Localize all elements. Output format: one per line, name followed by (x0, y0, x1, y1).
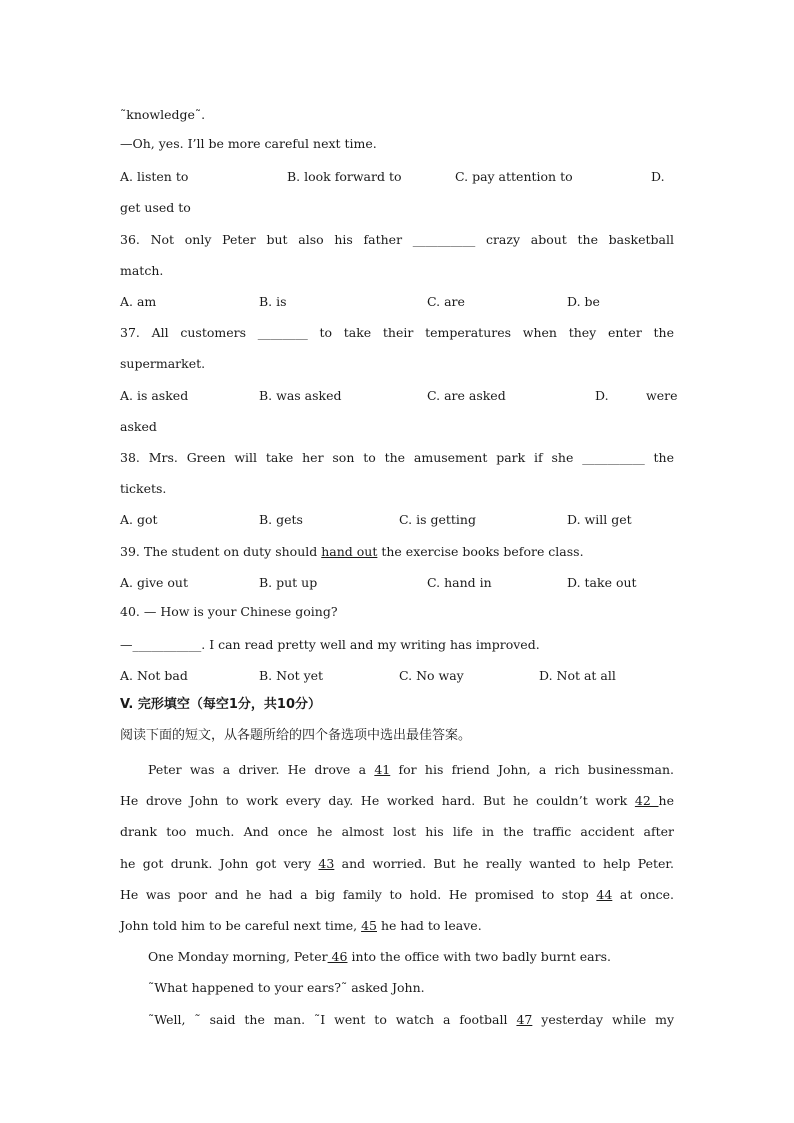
q36-option-a: A. am (120, 294, 157, 309)
passage-line-1 (148, 761, 674, 779)
passage-text: for his friend John, a rich businessman. (390, 762, 674, 777)
passage-text: ˜Well, ˜ said the man. ˜I went to watch a football (148, 1012, 517, 1027)
q36-option-d: D. be (567, 294, 600, 309)
q36-option-c: C. are (427, 294, 465, 309)
q39-underlined-phrase: hand out (321, 544, 378, 559)
q35-option-c: C. pay attention to (455, 169, 573, 184)
passage-text: One Monday morning, Peter (148, 949, 328, 964)
q39-line1 (120, 543, 674, 561)
passage-text: he (658, 793, 674, 808)
passage-text: and worried. But he really wanted to help Peter. (334, 856, 674, 871)
passage-text: he had to leave. (377, 918, 482, 933)
q35-option-a: A. listen to (120, 169, 189, 184)
q37-option-b: B. was asked (259, 388, 342, 403)
section-instruction: 阅读下面的短文，从各题所给的四个备选项中选出最佳答案。 (120, 728, 472, 743)
q35-option-b: B. look forward to (287, 169, 402, 184)
q37-line2: supermarket. (120, 356, 206, 371)
passage-text: into the office with two badly burnt ears. (347, 949, 611, 964)
blank-41: 41 (374, 762, 391, 777)
q35-options (120, 168, 674, 186)
passage-line-5 (120, 886, 674, 904)
passage-text: at once. (612, 887, 674, 902)
q39-option-b: B. put up (259, 575, 318, 590)
q39-options (120, 574, 674, 592)
section-heading: V. 完形填空（每空1分，共10分） (120, 697, 321, 712)
q40-option-b: B. Not yet (259, 668, 324, 683)
q37-options (120, 387, 678, 405)
q36-line2: match. (120, 263, 164, 278)
passage-text: yesterday while my (532, 1012, 675, 1027)
blank-47: 47 (516, 1012, 533, 1027)
q40-option-a: A. Not bad (120, 668, 188, 683)
q38-line1: 38. Mrs. Green will take her son to the amusement park if she __________ the (120, 450, 674, 465)
q39-option-c: C. hand in (427, 575, 492, 590)
passage-line-9 (148, 1011, 674, 1029)
passage-text: John told him to be careful next time, (120, 918, 362, 933)
q35-line2: —Oh, yes. I’ll be more careful next time. (120, 136, 377, 151)
q37-option-a: A. is asked (120, 388, 189, 403)
q36-option-b: B. is (259, 294, 287, 309)
passage-text: He drove John to work every day. He worked hard. But he couldn’t work (120, 793, 635, 808)
passage-text: Peter was a driver. He drove a (148, 762, 375, 777)
passage-line-8: ˜What happened to your ears?˜ asked John. (148, 980, 425, 995)
q37-line1: 37. All customers ________ to take their temperatures when they enter the (120, 325, 674, 340)
q37-option-d-word: were (646, 388, 678, 403)
blank-45: 45 (361, 918, 377, 933)
q39-text-post: the exercise books before class. (377, 544, 584, 559)
q40-option-c: C. No way (399, 668, 464, 683)
blank-42: 42 (634, 793, 659, 808)
q37-option-d-letter: D. (595, 388, 609, 403)
q38-option-b: B. gets (259, 512, 303, 527)
q40-option-d: D. Not at all (539, 668, 616, 683)
q38-options (120, 511, 674, 529)
q35-option-d: D. (651, 169, 665, 184)
q39-option-d: D. take out (567, 575, 637, 590)
passage-line-7 (148, 948, 674, 966)
q40-line1: 40. — How is your Chinese going? (120, 604, 338, 619)
blank-46: 46 (327, 949, 348, 964)
q38-line2: tickets. (120, 481, 167, 496)
q35-option-d-cont: get used to (120, 200, 191, 215)
q36-line1: 36. Not only Peter but also his father __________ crazy about the basketball (120, 232, 674, 247)
q39-option-a: A. give out (120, 575, 189, 590)
q36-options (120, 293, 674, 311)
q37-option-d-cont: asked (120, 419, 157, 434)
q35-line1: ˜knowledge˜. (120, 107, 206, 122)
blank-43: 43 (318, 856, 335, 871)
q39-text-pre: 39. The student on duty should (120, 544, 322, 559)
passage-text: He was poor and he had a big family to hold. He promised to stop (120, 887, 597, 902)
q38-option-c: C. is getting (399, 512, 476, 527)
passage-line-4 (120, 855, 674, 873)
q38-option-d: D. will get (567, 512, 632, 527)
q40-line2: —___________. I can read pretty well and my writing has improved. (120, 637, 540, 652)
passage-line-2 (120, 792, 674, 810)
passage-line-6 (120, 917, 674, 935)
q38-option-a: A. got (120, 512, 158, 527)
passage-text: he got drunk. John got very (120, 856, 319, 871)
passage-line-3: drank too much. And once he almost lost his life in the traffic accident after (120, 824, 674, 839)
q37-option-c: C. are asked (427, 388, 506, 403)
q40-options (120, 667, 674, 685)
blank-44: 44 (596, 887, 613, 902)
